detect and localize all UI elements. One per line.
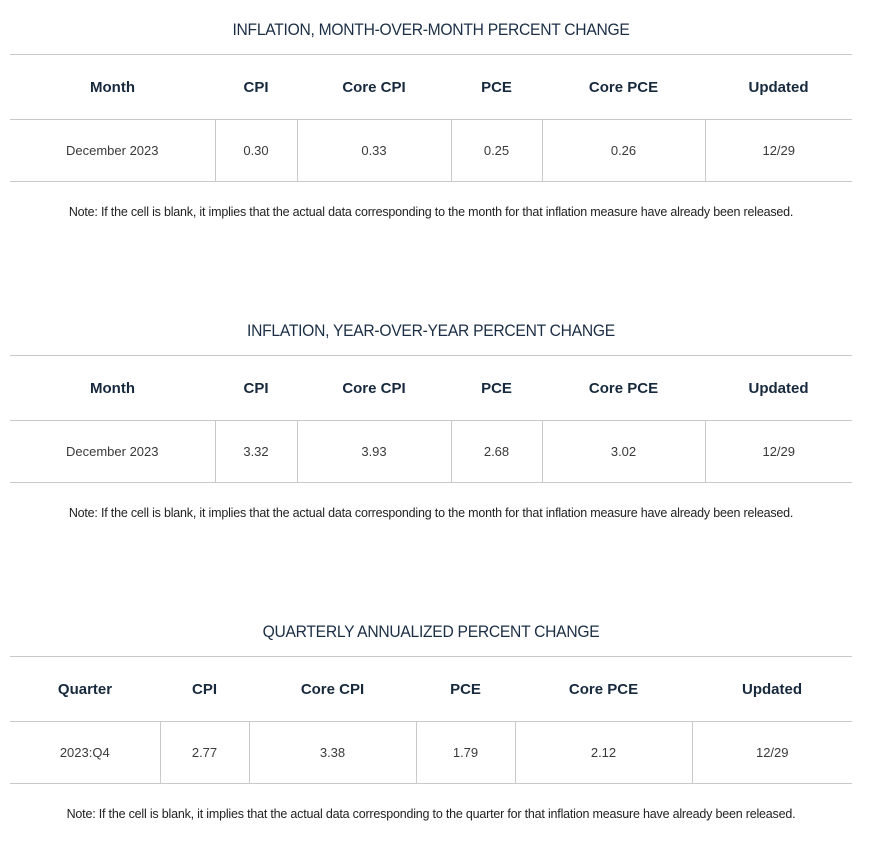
column-header-cpi: CPI bbox=[215, 356, 297, 421]
cell-core-pce: 0.26 bbox=[542, 120, 705, 182]
column-header-core-cpi: Core CPI bbox=[249, 657, 416, 722]
cell-cpi: 0.30 bbox=[215, 120, 297, 182]
column-header-cpi: CPI bbox=[160, 657, 249, 722]
column-header-pce: PCE bbox=[451, 356, 542, 421]
yoy-title: INFLATION, YEAR-OVER-YEAR PERCENT CHANGE bbox=[247, 321, 615, 340]
table-row bbox=[10, 421, 852, 483]
cell-updated: 12/29 bbox=[705, 421, 852, 483]
cell-pce: 1.79 bbox=[416, 722, 515, 784]
table-header-row bbox=[10, 657, 852, 722]
mom-note: Note: If the cell is blank, it implies that the actual data corresponding to the month for that inflation measure have already been released. bbox=[68, 205, 794, 219]
yoy-note: Note: If the cell is blank, it implies that the actual data corresponding to the month for that inflation measure have already been released. bbox=[68, 506, 794, 520]
table-header-row bbox=[10, 55, 852, 120]
cell-pce: 2.68 bbox=[451, 421, 542, 483]
table-row bbox=[10, 722, 852, 784]
cell-updated: 12/29 bbox=[705, 120, 852, 182]
yoy-table bbox=[10, 355, 852, 483]
table-header-row bbox=[10, 356, 852, 421]
cell-quarter: 2023:Q4 bbox=[10, 722, 160, 784]
column-header-updated: Updated bbox=[692, 657, 852, 722]
column-header-core-pce: Core PCE bbox=[542, 55, 705, 120]
column-header-pce: PCE bbox=[451, 55, 542, 120]
cell-pce: 0.25 bbox=[451, 120, 542, 182]
cell-core-pce: 3.02 bbox=[542, 421, 705, 483]
column-header-pce: PCE bbox=[416, 657, 515, 722]
column-header-core-pce: Core PCE bbox=[515, 657, 692, 722]
column-header-month: Month bbox=[10, 356, 215, 421]
mom-table bbox=[10, 54, 852, 182]
quarterly-title: QUARTERLY ANNUALIZED PERCENT CHANGE bbox=[262, 622, 600, 641]
column-header-quarter: Quarter bbox=[10, 657, 160, 722]
column-header-core-pce: Core PCE bbox=[542, 356, 705, 421]
mom-title: INFLATION, MONTH-OVER-MONTH PERCENT CHANGE bbox=[232, 20, 630, 39]
cell-core-cpi: 0.33 bbox=[297, 120, 451, 182]
quarterly-note: Note: If the cell is blank, it implies that the actual data corresponding to the quarter for that inflation measure have already been released. bbox=[66, 807, 796, 821]
cell-updated: 12/29 bbox=[692, 722, 852, 784]
column-header-core-cpi: Core CPI bbox=[297, 356, 451, 421]
column-header-updated: Updated bbox=[705, 356, 852, 421]
cell-core-cpi: 3.93 bbox=[297, 421, 451, 483]
cell-core-cpi: 3.38 bbox=[249, 722, 416, 784]
cell-cpi: 3.32 bbox=[215, 421, 297, 483]
column-header-month: Month bbox=[10, 55, 215, 120]
cell-month: December 2023 bbox=[10, 421, 215, 483]
table-row bbox=[10, 120, 852, 182]
cell-month: December 2023 bbox=[10, 120, 215, 182]
column-header-updated: Updated bbox=[705, 55, 852, 120]
cell-cpi: 2.77 bbox=[160, 722, 249, 784]
column-header-cpi: CPI bbox=[215, 55, 297, 120]
cell-core-pce: 2.12 bbox=[515, 722, 692, 784]
column-header-core-cpi: Core CPI bbox=[297, 55, 451, 120]
quarterly-table bbox=[10, 656, 852, 784]
